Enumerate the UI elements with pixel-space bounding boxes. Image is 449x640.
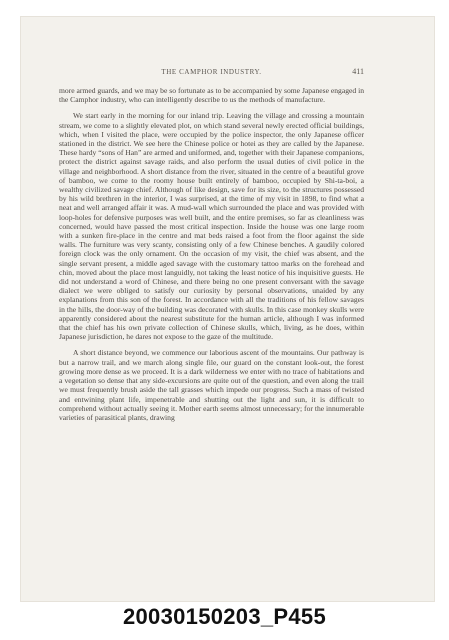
running-head: THE CAMPHOR INDUSTRY. bbox=[161, 68, 262, 76]
body-text bbox=[59, 86, 364, 422]
page-header bbox=[59, 66, 364, 80]
paragraph: A short distance beyond, we commence our laborious ascent of the mountains. Our pathway is but a narrow trail, and we march along single file, our guard on the constant look-out, the forest growing more dense as we proceed. It is a dark wilderness we enter with no trace of habitations and a vegetation so dense that any side-excursions are quite out of the question, and even along the trail we must frequently brush aside the tall grasses which impede our progress. Such a mass of twisted and entwining plant life, impenetrable and shutting out the light and sun, it is difficult to comprehend without actually seeing it. Mother earth seems almost unnecessary; for the innumerable varieties of parasitical plants, drawing bbox=[59, 348, 364, 422]
paragraph: more armed guards, and we may be so fortunate as to be accompanied by some Japanese engaged in the Camphor industry, who can intelligently describe to us the methods of manufacture. bbox=[59, 86, 364, 105]
paragraph: We start early in the morning for our inland trip. Leaving the village and crossing a mountain stream, we come to a slightly elevated plot, on which stand several newly erected official buildings, which, when I visited the place, were occupied by the police inspector, the only Japanese officer stationed in the district. We see here the Chinese police or hotei as they are called by the Japanese. These hardy “sons of Han” are armed and uniformed, and, together with their Japanese companions, protect the district against savage raids, and also perform the usual duties of civil police in the village and neighborhood. A short distance from the river, situated in the centre of a beautiful grove of bamboo, we come to the roomy house built entirely of bamboo, occupied by Shi-ta-boi, a wealthy civilized savage chief. Although of like design, save for its size, to the structures possessed by his wild brethren in the interior, I was surprised, at the time of my visit in 1898, to find what a neat and well arranged affair it was. A mud-wall which surrounded the place and was provided with loop-holes for defensive purposes was well built, and the entire premises, so far as cleanliness was concerned, would have passed the most critical inspection. Inside the house was one large room with a sunken fire-place in the centre and mat beds raised a foot from the floor against the side walls. The furniture was very scanty, consisting only of a few Chinese benches. A gaudily colored foreign clock was the only ornament. On the occasion of my visit, the chief was absent, and the single servant present, a middle aged savage with the customary tattoo marks on the forehead and chin, moved about the place most languidly, not taking the least notice of his inquisitive guests. He did not understand a word of Chinese, and there being no one present conversant with the savage dialect we were obliged to satisfy our curiosity by personal observations, unaided by any explanations from this son of the forest. In accordance with all the traditions of his fellow savages in the hills, the door-way of the building was decorated with skulls. In this case monkey skulls were apparently considered about the nearest substitute for the human article, although I was informed that the chief has his own private collection of Chinese skulls, which, living, as he does, within Japanese jurisdiction, he dares not expose to the gaze of the multitude. bbox=[59, 111, 364, 342]
book-page bbox=[59, 66, 364, 422]
image-caption: 20030150203_P455 bbox=[122, 604, 326, 629]
page-number: 411 bbox=[352, 67, 364, 76]
